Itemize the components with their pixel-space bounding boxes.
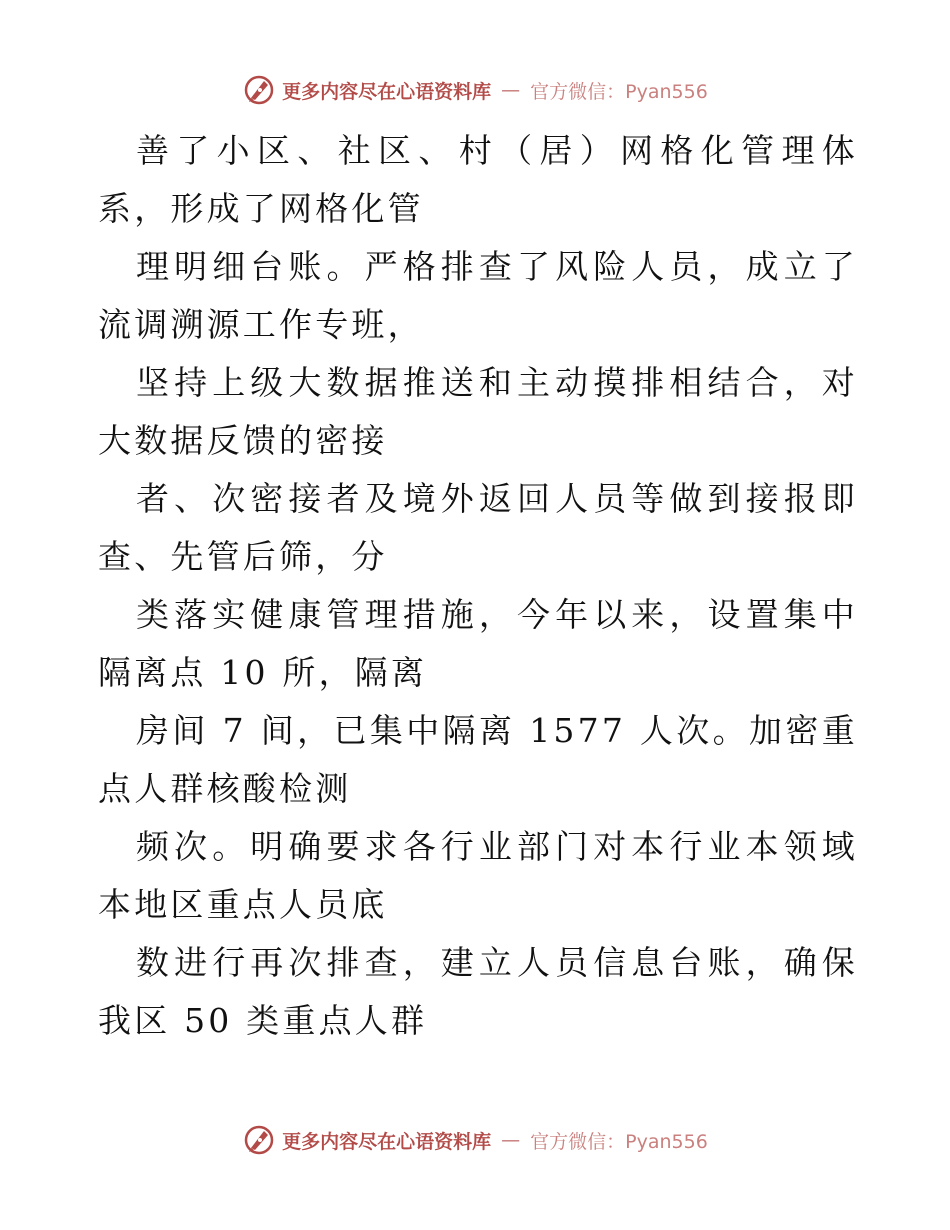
paragraph-4: 者、次密接者及境外返回人员等做到接报即查、先管后筛，分 xyxy=(98,479,858,576)
watermark-separator: — xyxy=(501,79,521,101)
pen-nib-logo-icon xyxy=(242,1123,276,1157)
footer-watermark xyxy=(0,1120,950,1160)
pen-nib-logo-icon xyxy=(242,73,276,107)
paragraph-5: 类落实健康管理措施，今年以来，设置集中隔离点 10 所，隔离 xyxy=(98,595,858,692)
document-body xyxy=(98,122,858,1050)
watermark-contact: 官方微信：Pyan556 xyxy=(530,80,708,103)
watermark-separator: — xyxy=(501,1129,521,1151)
paragraph-6: 房间 7 间，已集中隔离 1577 人次。加密重点人群核酸检测 xyxy=(98,711,858,808)
header-watermark xyxy=(0,70,950,110)
paragraph-1: 善了小区、社区、村（居）网格化管理体系，形成了网格化管 xyxy=(98,131,858,228)
watermark-contact: 官方微信：Pyan556 xyxy=(530,1130,708,1153)
watermark-brand: 更多内容尽在心语资料库 xyxy=(282,80,492,103)
paragraph-8: 数进行再次排查，建立人员信息台账，确保我区 50 类重点人群 xyxy=(98,943,858,1040)
paragraph-2: 理明细台账。严格排查了风险人员，成立了流调溯源工作专班， xyxy=(98,247,858,344)
paragraph-3: 坚持上级大数据推送和主动摸排相结合，对大数据反馈的密接 xyxy=(98,363,858,460)
watermark-brand: 更多内容尽在心语资料库 xyxy=(282,1130,492,1153)
paragraph-7: 频次。明确要求各行业部门对本行业本领域本地区重点人员底 xyxy=(98,827,858,924)
